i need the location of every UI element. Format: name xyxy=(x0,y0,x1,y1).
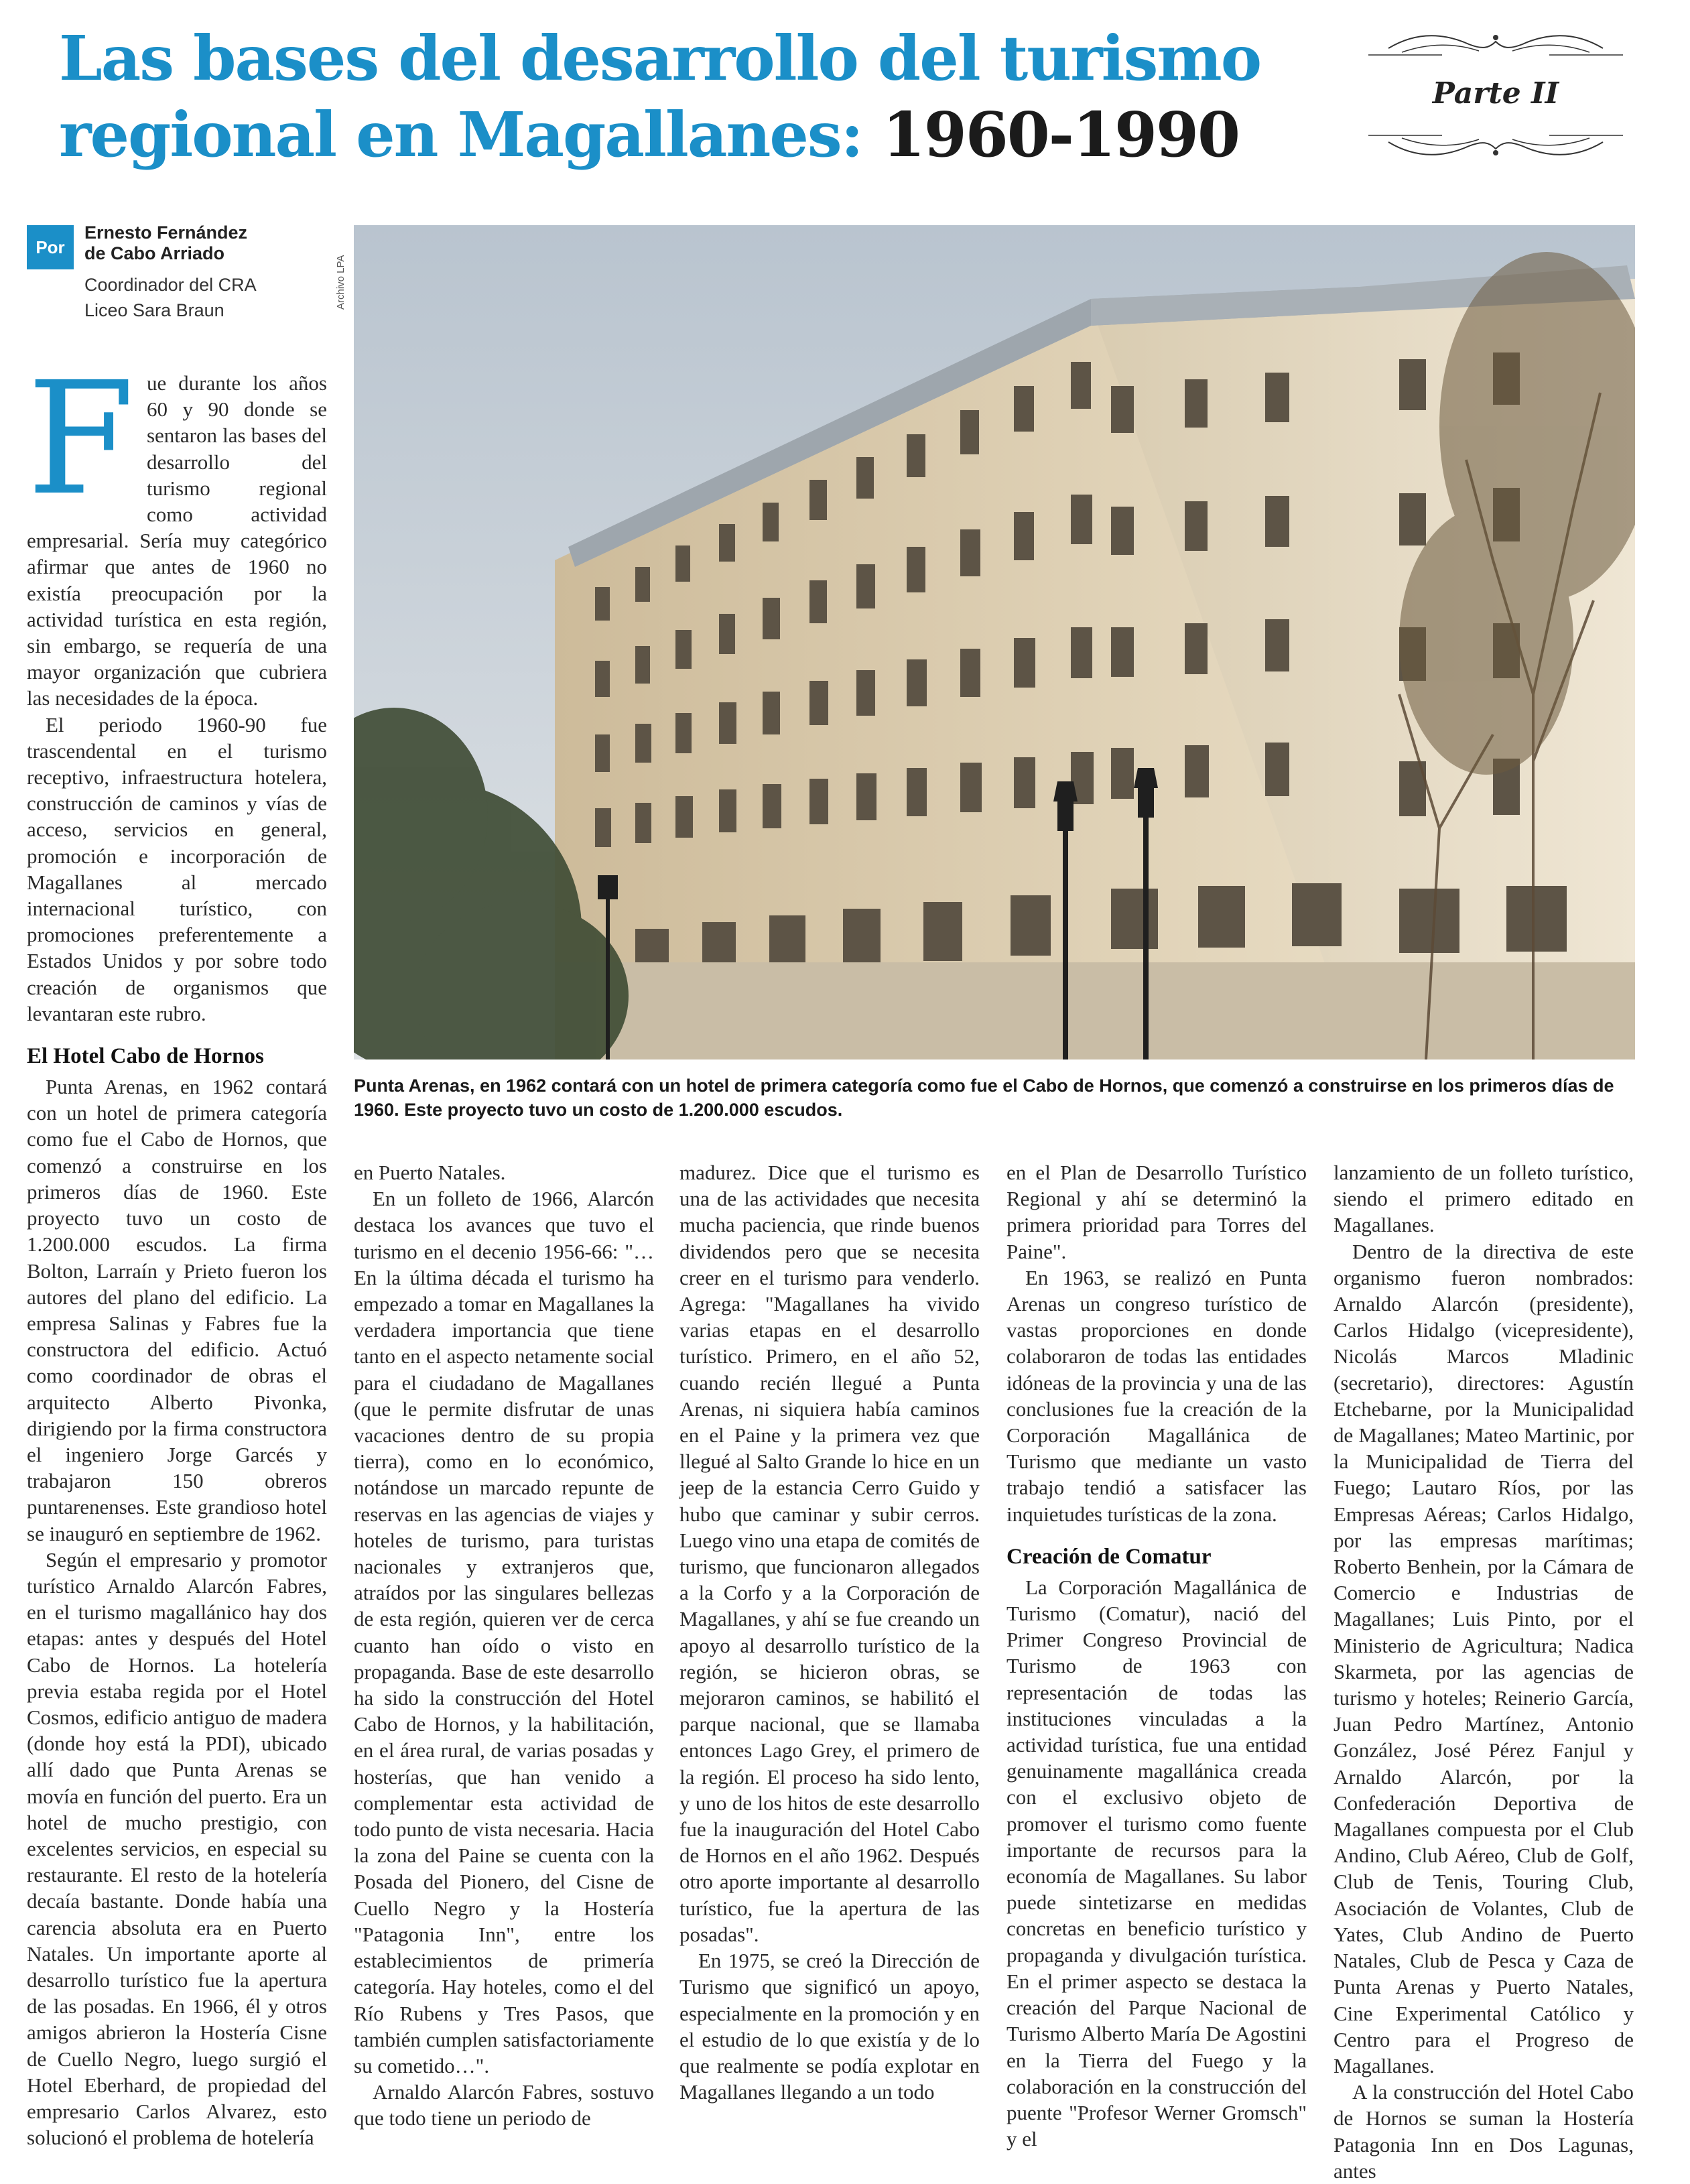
photo-credit: Archivo LPA xyxy=(335,255,346,310)
body-paragraph: Arnaldo Alarcón Fabres, sostuvo que todo tiene un periodo de xyxy=(354,2080,654,2130)
ornament-top-icon xyxy=(1362,28,1630,62)
body-paragraph: lanzamiento de un folleto turístico, siendo el primero editado en Magallanes. xyxy=(1334,1161,1634,1237)
author-name-line-2: de Cabo Arriado xyxy=(84,243,225,263)
hotel-photo xyxy=(354,225,1635,1059)
body-paragraph: Dentro de la directiva de este organismo fueron nombrados: Arnaldo Alarcón (presidente), Carlos Hidalgo (vicepresidente), Nicolás Marcos Mladinic (secretario), directores: Agustín Etchebarne, por la Municipalidad de Magallanes; Mateo Martinic, por la Municipalidad de Tierra del Fuego; Lautaro Ríos, por las Empresas Aéreas; Carlos Hidalgo, por las empresas marítimas; Roberto Benhein, por la Cámara de Comercio e Industrias de Magallanes; Luis Pinto, por el Ministerio de Agricultura; Nadica Skarmeta, por las agencias de turismo y hoteles; Reinerio García, Juan Pedro Martínez, Antonio González, José Pérez Fanjul y Arnaldo Alarcón, por la Confederación Deportiva de Magallanes compuesta por el Club Andino, Club Aéreo, Club de Golf, Club de Tenis, Touring Club, Asociación de Volantes, Club de Yates, Club Andino de Puerto Natales, Club de Pesca y Caza de Punta Arenas y Puerto Natales, Cine Experimental Católico y Centro para el Progreso de Magallanes. xyxy=(1334,1239,1634,2077)
body-paragraph: El periodo 1960-90 fue trascendental en el turismo receptivo, infraestructura hotelera, construcción de caminos y vías de acceso, servicios en general, promoción e incorporación de Magallanes al mercado internacional turístico, con promociones preferentemente a Estados Unidos y por sobre todo creación de organismos que levantaran este rubro. xyxy=(27,712,327,1025)
headline-years: 1960-1990 xyxy=(882,99,1239,171)
body-paragraph: En 1963, se realizó en Punta Arenas un congreso turístico de vastas proporciones en donde colaboraron de todas las entidades idóneas de la provincia y una de las conclusiones fue la creación de la Corporación Magallánica de Turismo que mediante un vasto trabajo tendió a satisfacer las inquietudes turísticas de la zona. xyxy=(1006,1265,1307,1526)
body-paragraph: Punta Arenas, en 1962 contará con un hotel de primera categoría como fue el Cabo de Hornos, que comenzó a construirse en los primeros días de 1960. Este proyecto tuvo un costo de 1.200.000 escudos. La firma Bolton, Larraín y Prieto fueron los autores del plano del edificio. La empresa Salinas y Fabres fue la constructora del edificio. Actuó como coordinador de obras el arquitecto Alberto Pivonka, dirigiendo por la firma constructora el ingeniero Jorge Garcés y trabajaron 150 obreros puntarenenses. Este grandioso hotel se inauguró en septiembre de 1962. xyxy=(27,1075,327,1545)
headline-line-2-text: regional en Magallanes: xyxy=(59,99,862,171)
author-name-line-1: Ernesto Fernández xyxy=(84,222,248,243)
author-name xyxy=(84,222,339,264)
ornament-bottom-icon xyxy=(1362,129,1630,162)
author-role-line-1: Coordinador del CRA xyxy=(84,275,257,295)
byline-por-tag: Por xyxy=(27,225,74,269)
series-part-label: Parte II xyxy=(1432,76,1559,111)
series-part-badge xyxy=(1362,28,1630,162)
headline-line-1: Las bases del desarrollo del turismo xyxy=(59,22,1261,94)
article-column-4 xyxy=(1006,1159,1307,2152)
author-role xyxy=(84,272,339,323)
article-headline xyxy=(59,20,1332,173)
body-paragraph: Según el empresario y promotor turístico Arnaldo Alarcón Fabres, en el turismo magallánico hay dos etapas: antes y después del Hotel Cabo de Hornos. La hotelería previa estaba regida por el Hotel Cosmos, edificio antiguo de madera (donde hoy está la PDI), ubicado allí dado que Punta Arenas se movía en función del puerto. Era un hotel de mucho prestigio, con excelentes servicios, en especial su restaurante. El resto de la hotelería decaía bastante. Donde había una carencia absoluta era en Puerto Natales. Un importante aporte al desarrollo turístico fue la apertura de las posadas. En 1966, él y otros amigos abrieron la Hostería Cisne de Cuello Negro, luego surgió el Hotel Eberhard, de propiedad del empresario Carlos Alvarez, esto solucionó el problema de hotelería xyxy=(27,1547,327,2150)
article-column-3 xyxy=(679,1159,980,2105)
photo-caption: Punta Arenas, en 1962 contará con un hotel de primera categoría como fue el Cabo de Hornos, que comenzó a construirse en los primeros días de 1960. Este proyecto tuvo un costo de 1.200.000 escudos. xyxy=(354,1076,1614,1120)
hotel-illustration xyxy=(354,225,1635,1059)
author-role-line-2: Liceo Sara Braun xyxy=(84,300,224,320)
headline-line-2 xyxy=(59,97,1332,173)
body-paragraph: En un folleto de 1966, Alarcón destaca los avances que tuvo el turismo en el decenio 1956-66: "… En la última década el turismo ha empezado a tomar en Magallanes la verdadera importancia que tiene tanto en el aspecto netamente social para el ciudadano de Magallanes (que le permite disfrutar de unas vacaciones dentro de su propia tierra), como en lo económico, notándose un marcado repunte de reservas en las agencias de viajes y hoteles de turismo, para turistas nacionales y extranjeros que, atraídos por las singulares bellezas de esta región, quieren ver de cerca cuanto han oído o visto en propaganda. Base de este desarrollo ha sido la construcción del Hotel Cabo de Hornos, y la habilitación, en el área rural, de varias posadas y hosterías, que han venido a complementar esta actividad de todo punto de vista necesaria. Hacia la zona del Paine se cuenta con la Posada del Pionero, del Cisne de Cuello Negro y la Hostería "Patagonia Inn", entre los establecimientos de primería categoría. Hay hoteles, como el del Río Rubens y Tres Pasos, que también cumplen satisfactoriamente su cometido…". xyxy=(354,1187,654,2077)
body-paragraph: La Corporación Magallánica de Turismo (Comatur), nació del Primer Congreso Provincial de Turismo de 1963 con representación de todas las instituciones vinculadas a la actividad turística, fue una entidad genuinamente magallánica creada con el exclusivo objeto de promover el turismo como fuente importante de recursos para la economía de Magallanes. Su labor puede sintetizarse en medidas concretas en beneficio turístico y propaganda y divulgación turística. En el primer aspecto se destaca la creación del Parque Nacional de Turismo Alberto María De Agostini en la Tierra del Fuego y la colaboración en la construcción del puente "Profesor Werner Gromsch" y el xyxy=(1006,1575,1307,2151)
article-column-2 xyxy=(354,1159,654,2132)
author-byline xyxy=(27,222,335,323)
article-column-5 xyxy=(1334,1159,1634,2184)
drop-cap: F xyxy=(27,348,135,529)
intro-paragraph: ue durante los años 60 y 90 donde se sentaron las bases del desarrollo del turismo regional como actividad empresarial. Sería muy categórico afirmar que antes de 1960 no existía preocupación por la actividad turística en esta región, sin embargo, se requería de una mayor organización que cubriera las necesidades de la época. xyxy=(27,371,327,710)
article-column-1 xyxy=(27,348,327,2150)
section-heading-comatur: Creación de Comatur xyxy=(1006,1544,1212,1569)
body-paragraph: A la construcción del Hotel Cabo de Hornos se suman la Hostería Patagonia Inn en Dos Lagunas, antes xyxy=(1334,2080,1634,2183)
body-paragraph: en Puerto Natales. xyxy=(354,1161,506,1184)
section-heading-hotel: El Hotel Cabo de Hornos xyxy=(27,1044,264,1069)
body-paragraph: madurez. Dice que el turismo es una de las actividades que necesita mucha paciencia, que rinde buenos dividendos pero que se necesita creer en el turismo para venderlo. Agrega: "Magallanes ha vivido varias etapas en el desarrollo turístico. Primero, en el año 52, cuando recién llegué a Punta Arenas, ni siquiera había caminos en el Paine y la primera vez que llegué al Salto Grande lo hice en un jeep de la estancia Cerro Guido y hubo que caminar y subir cerros. Luego vino una etapa de comités de turismo, que funcionaron allegados a la Corfo y a la Corporación de Magallanes, y ahí se fue creando un apoyo al desarrollo turístico de la región, se hicieron obras, se mejoraron caminos, se habilitó el parque nacional, que se llamaba entonces Lago Grey, el primero de la región. El proceso ha sido lento, y uno de los hitos de este desarrollo fue la inauguración del Hotel Cabo de Hornos en el año 1962. Después otro aporte importante al desarrollo turístico, fue la apertura de las posadas". xyxy=(679,1161,980,1946)
body-paragraph: En 1975, se creó la Dirección de Turismo que significó un apoyo, especialmente en la promoción y en el estudio de lo que existía y de lo que realmente se podía explotar en Magallanes llegando a un todo xyxy=(679,1949,980,2104)
body-paragraph: en el Plan de Desarrollo Turístico Regional y ahí se determinó la primera prioridad para Torres del Paine". xyxy=(1006,1161,1307,1263)
